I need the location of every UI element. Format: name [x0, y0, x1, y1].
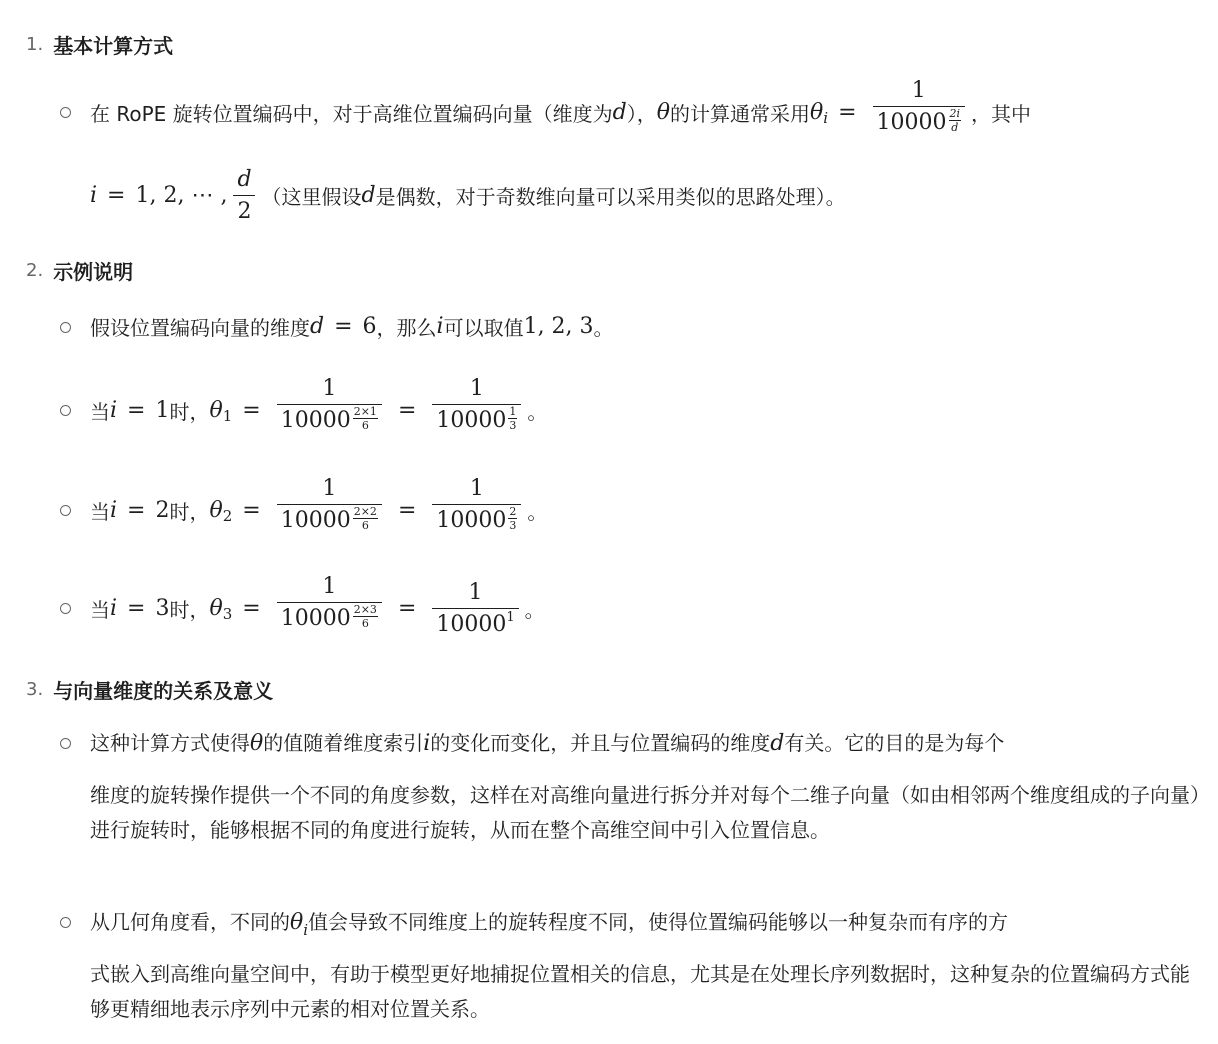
math-equals: = — [397, 397, 417, 423]
base: 10000 — [436, 508, 507, 533]
math-equals: = — [107, 182, 126, 208]
section-title: 示例说明 — [53, 260, 134, 284]
exp-numerator: 2i — [949, 107, 961, 120]
bullet-icon — [60, 603, 71, 614]
text: ，那么 — [376, 316, 437, 340]
numerator: 1 — [469, 376, 484, 401]
math-theta: θ — [250, 731, 264, 756]
exp-numerator: 2×3 — [353, 603, 377, 616]
math-theta: θ — [810, 99, 824, 125]
math-subscript: i — [303, 921, 309, 939]
math-equals: = — [127, 497, 146, 523]
text: 的值随着维度索引 — [263, 731, 424, 755]
text: 可以取值 — [443, 316, 524, 340]
exp-denominator: 6 — [361, 617, 369, 630]
text: 当 — [90, 399, 110, 424]
text: 当 — [90, 597, 110, 622]
math-equals: = — [242, 595, 261, 621]
text: 假设位置编码向量的维度 — [90, 316, 310, 340]
math-values: 1, 2, ⋯ , — [135, 182, 228, 208]
math-equals: = — [334, 314, 353, 339]
base: 10000 — [280, 508, 351, 533]
math-i: i — [436, 314, 444, 339]
math-value: 3 — [155, 595, 170, 621]
bullet-icon — [60, 738, 71, 749]
exp-denominator: d — [951, 121, 959, 134]
theta-fraction — [873, 78, 966, 146]
exp-numerator: 1 — [509, 405, 517, 418]
theta-example-line — [90, 372, 547, 448]
math-i: i — [110, 497, 118, 523]
math-theta: θ — [209, 595, 223, 621]
base: 10000 — [876, 110, 947, 135]
math-equals: = — [397, 595, 417, 621]
theta-fraction — [277, 476, 382, 544]
denominator: 2 — [233, 195, 255, 224]
exp-numerator: 2 — [509, 505, 517, 518]
text: 这种计算方式使得 — [90, 731, 250, 755]
math-values: 1, 2, 3 — [523, 314, 594, 339]
bullet-icon — [60, 107, 71, 118]
math-theta: θ — [290, 910, 304, 935]
exp-denominator: 3 — [509, 519, 517, 532]
section-number: 2. — [26, 260, 44, 281]
base: 10000 — [280, 408, 351, 433]
meaning-paragraph-1 — [90, 726, 1200, 848]
math-i: i — [90, 182, 98, 208]
math-equals: = — [397, 497, 417, 523]
text: 有关。它的目的是为每个 — [784, 731, 1005, 755]
section-2-heading — [26, 256, 133, 285]
math-subscript: 2 — [222, 507, 233, 525]
text: 式嵌入到高维向量空间中，有助于模型更好地捕捉位置相关的信息，尤其是在处理长序列数据时，这种复杂的位置编码方式能够更精细地表示序列中元素的相对位置关系。 — [90, 962, 1190, 1021]
math-equals: = — [242, 397, 261, 423]
theta-fraction — [277, 574, 382, 642]
section-3-heading — [26, 675, 273, 704]
text: 。 — [527, 499, 548, 524]
half-fraction — [233, 167, 255, 224]
bullet-icon — [60, 405, 71, 416]
rope-formula-line — [90, 74, 1031, 150]
theta-fraction — [277, 376, 382, 444]
math-equals: = — [838, 99, 857, 125]
numerator: 1 — [322, 476, 337, 501]
bullet-icon — [60, 505, 71, 516]
simplified-fraction — [432, 476, 521, 544]
math-value: 6 — [362, 314, 377, 339]
math-d: d — [770, 731, 785, 756]
math-value: 1 — [155, 397, 170, 423]
dimension-assumption-line — [90, 312, 614, 341]
math-d: d — [612, 99, 627, 125]
text: 时， — [169, 597, 210, 622]
math-subscript: 1 — [222, 407, 233, 425]
text: 时， — [169, 499, 210, 524]
math-i: i — [423, 731, 431, 756]
base: 10000 — [436, 611, 507, 637]
math-subscript: i — [823, 109, 829, 127]
text: 的计算通常采用 — [670, 101, 810, 126]
base: 10000 — [436, 408, 507, 433]
numerator: 1 — [469, 476, 484, 501]
text: 维度的旋转操作提供一个不同的角度参数，这样在对高维向量进行拆分并对每个二维子向量（如由相邻两个维度组成的子向量）进行旋转时，能够根据不同的角度进行旋转，从而在整个高维空间中引入位置信息。 — [90, 783, 1200, 842]
section-number: 1. — [26, 34, 44, 55]
meaning-paragraph-2 — [90, 905, 1200, 1027]
math-i: i — [110, 397, 118, 423]
section-number: 3. — [26, 679, 44, 700]
simplified-fraction — [432, 580, 518, 637]
section-title: 基本计算方式 — [53, 34, 174, 58]
math-theta: θ — [209, 497, 223, 523]
text: 。 — [527, 399, 548, 424]
base: 10000 — [280, 606, 351, 631]
section-title: 与向量维度的关系及意义 — [53, 679, 274, 703]
numerator: 1 — [322, 376, 337, 401]
numerator: d — [237, 166, 252, 192]
numerator: 1 — [911, 78, 926, 103]
simplified-fraction — [432, 376, 521, 444]
math-i: i — [110, 595, 118, 621]
bullet-icon — [60, 322, 71, 333]
bullet-icon — [60, 917, 71, 928]
exp-denominator: 3 — [509, 419, 517, 432]
numerator: 1 — [468, 579, 483, 605]
exp-numerator: 2×2 — [353, 505, 377, 518]
math-theta: θ — [209, 397, 223, 423]
theta-example-line — [90, 570, 545, 646]
exp-denominator: 6 — [361, 519, 369, 532]
text: 值会导致不同维度上的旋转程度不同，使得位置编码能够以一种复杂而有序的方 — [308, 910, 1009, 934]
theta-example-line — [90, 472, 547, 548]
math-equals: = — [127, 595, 146, 621]
text: 是偶数，对于奇数维向量可以采用类似的思路处理）。 — [375, 184, 846, 209]
text: 在 RoPE 旋转位置编码中，对于高维位置编码向量（维度为 — [90, 101, 613, 126]
numerator: 1 — [322, 574, 337, 599]
math-equals: = — [127, 397, 146, 423]
exponent: 1 — [506, 609, 515, 625]
text: 从几何角度看，不同的 — [90, 910, 290, 934]
text: （这里假设 — [261, 184, 362, 209]
math-d: d — [310, 314, 325, 339]
text: ，其中 — [971, 101, 1032, 126]
math-d: d — [361, 182, 376, 208]
text: 的变化而变化，并且与位置编码的维度 — [430, 731, 771, 755]
exp-denominator: 6 — [361, 419, 369, 432]
text: 。 — [524, 597, 545, 622]
math-equals: = — [242, 497, 261, 523]
math-subscript: 3 — [222, 605, 233, 623]
math-theta: θ — [656, 99, 670, 125]
section-1-heading — [26, 30, 173, 59]
text: 时， — [169, 399, 210, 424]
text: 。 — [593, 316, 614, 340]
exp-numerator: 2×1 — [353, 405, 377, 418]
text: ）， — [626, 101, 657, 126]
text: 当 — [90, 499, 110, 524]
i-range-line — [90, 162, 846, 228]
math-value: 2 — [155, 497, 170, 523]
